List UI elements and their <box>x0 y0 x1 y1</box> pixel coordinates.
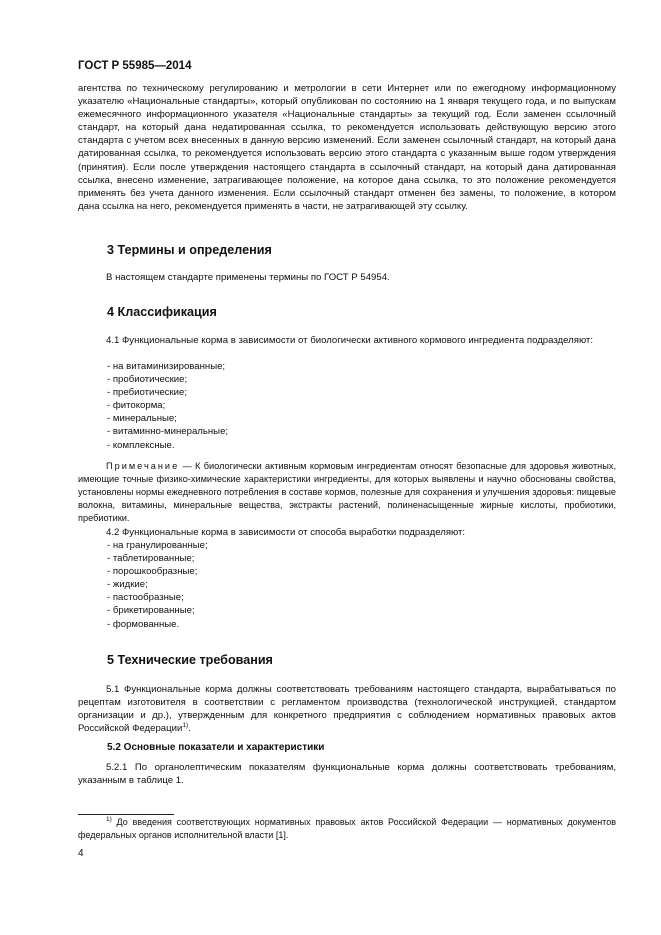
section-3-title: 3 Термины и определения <box>107 243 272 257</box>
intro-paragraph-text: агентства по техническому регулированию и метрологии в сети Интернет или по ежегодному информационному указателю «Национальные стандарты», который опубликован по состоянию на 1 января текущего года, и по выпускам ежемесячного информационного указателя «Национальные стандарты» за текущий год. Если заменен ссылочный стандарт, на который дана недатированная ссылка, то рекомендуется использовать действующую версию этого стандарта с учетом всех внесенных в данную версию изменений. Если заменен ссылочный стандарт, на который дана датированная ссылка, то рекомендуется использовать версию этого стандарта с указанным выше годом утверждения (принятия). Если после утверждения настоящего стандарта в ссылочный стандарт, на который дана датированная ссылка, внесено изменение, затрагивающее положение, на которое дана ссылка, то это положение рекомендуется применять без учета данного изменения. Если ссылочный стандарт отменен без замены, то положение, в котором дана ссылка на него, рекомендуется применять в части, не затрагивающей эту ссылку. <box>78 83 616 212</box>
list-item: - пастообразные; <box>107 592 184 604</box>
clause-4-1: 4.1 Функциональные корма в зависимости от биологически активного кормового ингредиента подразделяют: <box>106 335 593 346</box>
clause-5-1-block <box>78 683 616 735</box>
list-item: - порошкообразные; <box>107 566 198 578</box>
footnote-mark: 1) <box>106 816 112 823</box>
note-paragraph <box>78 460 616 525</box>
clause-4-2: 4.2 Функциональные корма в зависимости от способа выработки подразделяют: <box>106 527 466 538</box>
list-item: - таблетированные; <box>107 553 195 565</box>
section-5-title: 5 Технические требования <box>107 653 273 667</box>
footnote-ref: 1) <box>182 722 189 730</box>
section-3-text: В настоящем стандарте применены термины по ГОСТ Р 54954. <box>106 272 390 283</box>
note-label: Примечание <box>106 461 180 471</box>
page-number: 4 <box>78 848 84 859</box>
section-4-title: 4 Классификация <box>107 305 217 319</box>
footnote-separator <box>78 814 174 815</box>
list-item: - на витаминизированные; <box>107 361 226 372</box>
section-3-text-block <box>78 271 616 284</box>
document-header-code: ГОСТ Р 55985—2014 <box>78 60 192 72</box>
list-by-ingredient <box>107 360 228 452</box>
clause-4-2-block <box>78 526 616 539</box>
intro-paragraph <box>78 82 616 213</box>
list-item: - витаминно-минеральные; <box>107 426 229 438</box>
footnote-paragraph <box>78 816 616 841</box>
footnote-text: До введения соответствующих нормативных правовых актов Российской Федерации — нормативных документов федеральных органов исполнительной власти [1]. <box>78 817 616 840</box>
list-item: - на гранулированные; <box>107 540 208 551</box>
list-item: - жидкие; <box>107 579 148 591</box>
clause-5-2-1-block <box>78 761 616 787</box>
list-item: - пробиотические; <box>107 374 188 386</box>
list-item: - формованные. <box>107 618 180 630</box>
footnote <box>78 816 616 841</box>
clause-5-1-end: . <box>188 723 191 735</box>
clause-4-1-block <box>78 334 616 347</box>
clause-5-1 <box>78 683 616 735</box>
list-item: - фитокорма; <box>107 400 166 412</box>
list-by-method <box>107 539 208 631</box>
clause-5-2-1: 5.2.1 По органолептическим показателям функциональные корма должны соответствовать требованиям, указанным в таблице 1. <box>78 762 616 787</box>
list-item: - брикетированные; <box>107 605 195 617</box>
note-text: — К биологически активным кормовым ингредиентам относят безопасные для здоровья животных, имеющие точные физико-химические характеристики ингредиенты, для которых выявлены и научно обоснованы свойства, установлены нормы ежедневного потребления в составе кормов, полезные для сохранения и улучшения здоровья: пищевые волокна, витамины, минеральные вещества, экстракты растений, полиненасыщенные жирные кислоты, пробиотики, пребиотики. <box>78 461 616 523</box>
list-item: - комплексные. <box>107 439 175 451</box>
note-block <box>78 460 616 525</box>
list-item: - минеральные; <box>107 413 177 425</box>
clause-5-2-heading: 5.2 Основные показатели и характеристики <box>107 742 325 753</box>
clause-5-1-text: 5.1 Функциональные корма должны соответствовать требованиям настоящего стандарта, вырабатываться по рецептам изготовителя в соответствии с регламентом производства (технологической инструкцией, стандартом организации и др.), утвержденным для конкретного предприятия с соблюдением нормативных правовых актов Российской Федерации <box>78 684 616 735</box>
list-item: - пребиотические; <box>107 387 188 399</box>
